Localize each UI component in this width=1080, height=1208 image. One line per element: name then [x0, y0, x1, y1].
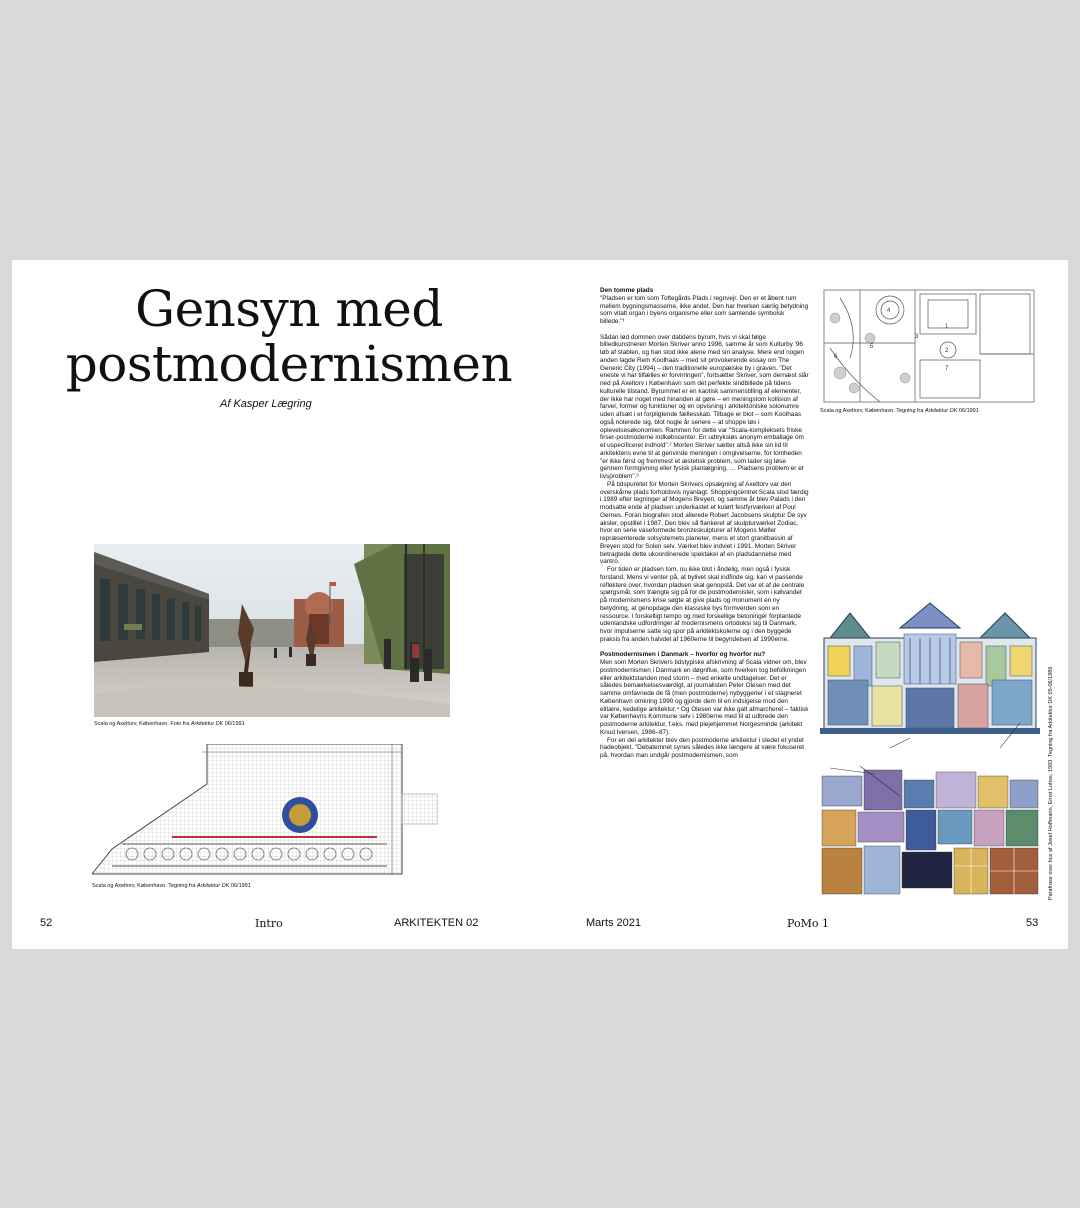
body-paragraph-4: Men som Morten Skrivers tidstypiske afskrivning af Scala vidner om, blev postmodernismen i Danmark en døgnflue, som hverken tog befolkningen eller arkitektstanden med storm – med enkelte undtagelser. Det er således bemærkelsesværdigt, at journalisten Peter Olesen med det samme omfavnede de få (men postmoderne) nybyggerier i et stagneret København omkring 1990 og gjorde dem til en indsigelse mod den elitære, kedelige arkitektur.⁴ Og Olesen var ikke galt afmarcheret – faktisk var Københavns Kommune selv i 1980erne med til at udbrede den postmoderne arkitektur, f.eks. med plejehjemmet Norgesminde (arkitekt Knud Iversen, 1986–87).: [600, 659, 809, 736]
title-line-1: Gensyn med: [135, 280, 443, 338]
plan-caption-right-text: Scala og Axeltorv, København. Tegning fra: [820, 408, 925, 414]
footer-date: Marts 2021: [586, 917, 642, 929]
body-paragraph-2: På tidspunktet for Morten Skrivers opsægning af Axeltorv var den overskårne plads forholdsvis nyanlagt. Shoppingcentret Scala stod færdig i 1989 efter tegninger af Mogens Breyen, og samme år blev Palads i den modsatte ende af pladsen underkastet et kulørt festfyrværkeri af Poul Gernes. Foran biografen stod allerede Robert Jacobsens skulptur De syv aksler, opstillet i 1987. Den blev så flankeret af skulpturværket Zodiac, hvor en serie vaseformede bronzeskulpturer af Mogens Møller repræsenterede solsystemets planeter, mens et stort granitbassin af Breyen stod for Solen selv. Værket blev indviet i 1991. Morten Skriver betragtede dette ukoordinerede spektakel af en pladsdannelse med vantro.: [600, 480, 809, 566]
svg-text:5: 5: [870, 344, 874, 350]
byline: Af Kasper Lægring: [220, 398, 312, 410]
svg-text:2: 2: [945, 348, 949, 354]
plan-drawing-left: [92, 744, 438, 879]
footer-section: Intro: [255, 917, 283, 930]
plan-caption-left-issue: 06/1991: [229, 883, 251, 889]
page-number-left: 52: [40, 917, 53, 929]
plan-caption-right: [820, 408, 979, 415]
title-line-2: postmodernismen: [65, 335, 513, 393]
painting-vertical-caption: Parafrase over hus af Josef Hoffmann, Ernst Lohse, 1983. Tegning fra Arkitektur DK 05-06/1986: [1048, 666, 1054, 900]
svg-text:1: 1: [945, 324, 949, 330]
plan-caption-right-source: Arkitektur DK: [924, 408, 958, 414]
body-paragraph-1: Sådan lød dommen over datidens byrum, hvis vi skal følge billedkunstneren Morten Skriver anno 1996, samme år som Kulturby '96 løb af stablen, og han stod ikke alene med sin analyse. Mere end nogen anden lagde Rem Koolhaas – med sit provokerende essay om The Generic City (1994) – den traditionelle europæiske by i graven. "Det eneste vi har tilfælles er forvirringen", fortsætter Skriver, som dernæst slår ned på Axeltorv i København som det perfekte sindbillede på tidens kulturelle tilstand. Byrummet er en kaotisk sammenstilling af elementer, der ikke har noget med hinanden at gøre – en meningstom kollision af farver, former og funktioner og en opvisning i arkitektoniske solonumre uden afsæt i et forpligtende fællesskab. Tilbage er blot – som Koolhaas også noterede sig, blot nogle år senere – at shoppe løs i oplevelsesøkonomien. Rammen for dette var "Scala-kompleksets friske firser-postmoderne indkøbscenter. En udtryksløs anonym emballage om et uspecificeret indhold".² Morten Skriver sætter altså ikke sin lid til arkitektens evne til at genvinde meningen i omgivelserne, for tomheden "er ikke først og fremmest et æstetisk problem, som lader sig løse gennem formgivning eller fysisk planlægning. … Pladsens problem er et livsproblem".³: [600, 333, 809, 480]
footer-series: PoMo 1: [787, 917, 829, 930]
collage-illustration: [820, 766, 1040, 899]
section-heading-empty-square: Den tomme plads: [600, 287, 654, 294]
article-body: [600, 287, 810, 899]
svg-text:7: 7: [945, 366, 949, 372]
svg-text:3: 3: [915, 334, 919, 340]
magazine-spread: [12, 260, 1068, 949]
opening-quote: "Pladsen er tom som Toftegårds Plads i regnvejr. Den er et åbent rum mellem bygningsmasserne, ikke andet. Den har hverken særlig betydning som vitalt organ i byens organisme eller som samlende symbolsk billede."¹: [600, 294, 809, 325]
plan-caption-left-source: Arkitektur DK: [196, 883, 230, 889]
facade-illustration: [820, 598, 1040, 763]
article-title: [54, 282, 524, 392]
photo-caption: [94, 721, 245, 728]
photo-illustration: [94, 544, 450, 717]
facade-painting: [820, 598, 1040, 763]
photo-caption-source: Arkitektur DK: [190, 721, 224, 727]
plan-caption-left: [92, 883, 251, 890]
photo-caption-issue: 06/1991: [223, 721, 245, 727]
scala-axeltorv-plan-drawing: [92, 744, 438, 879]
scala-axeltorv-photo: [94, 544, 450, 717]
page-number-right: 53: [1026, 917, 1039, 929]
plan-caption-left-text: Scala og Axeltorv, København. Tegning fra: [92, 883, 197, 889]
collage-painting: [820, 766, 1040, 899]
spacer: [600, 326, 810, 334]
site-plan-drawing: [820, 288, 1040, 406]
spacer: [600, 644, 810, 652]
photo-caption-text: Scala og Axeltorv, København. Foto fra: [94, 721, 191, 727]
section-heading-postmodernism-denmark: Postmodernismen i Danmark – hvorfor og hvorfor nu?: [600, 651, 766, 659]
plan-caption-right-issue: 06/1991: [957, 408, 979, 414]
svg-text:4: 4: [887, 308, 891, 314]
body-paragraph-5: For en del arkitekter blev den postmoderne arkitektur i stedet et yndet hadeobjekt. "Debatemnet synes således ikke længere at være fokuseret på, hvordan man undgår postmodernismen, som: [600, 736, 805, 759]
footer-magazine: ARKITEKTEN 02: [394, 917, 479, 929]
svg-text:6: 6: [834, 354, 838, 360]
body-paragraph-3: For tiden er pladsen tom, nu ikke blot i åndelig, men også i fysisk forstand. Mens vi venter på, at bylivet skal indfinde sig, kan vi passende reflektere over, hvordan pladsen skal genopstå. Det var et af de centrale spørgsmål, som trængte sig på for de postmodernister, som i kølvandet på modernismens krise søgte at give plads og monument en ny betydning, at genopdage den klassiske bys formverden som en ressource. I forskelligt tempo og med forskellige betoninger forplantede udenlandske udfordringer af modernismens ortodoksi sig til Danmark, hvor impulserne satte sig spor på arkitektskolerne og i den byggede praksis fra anden halvdel af 1960erne til begyndelsen af 1990erne.: [600, 566, 805, 643]
plan-drawing-right: [820, 288, 1040, 406]
